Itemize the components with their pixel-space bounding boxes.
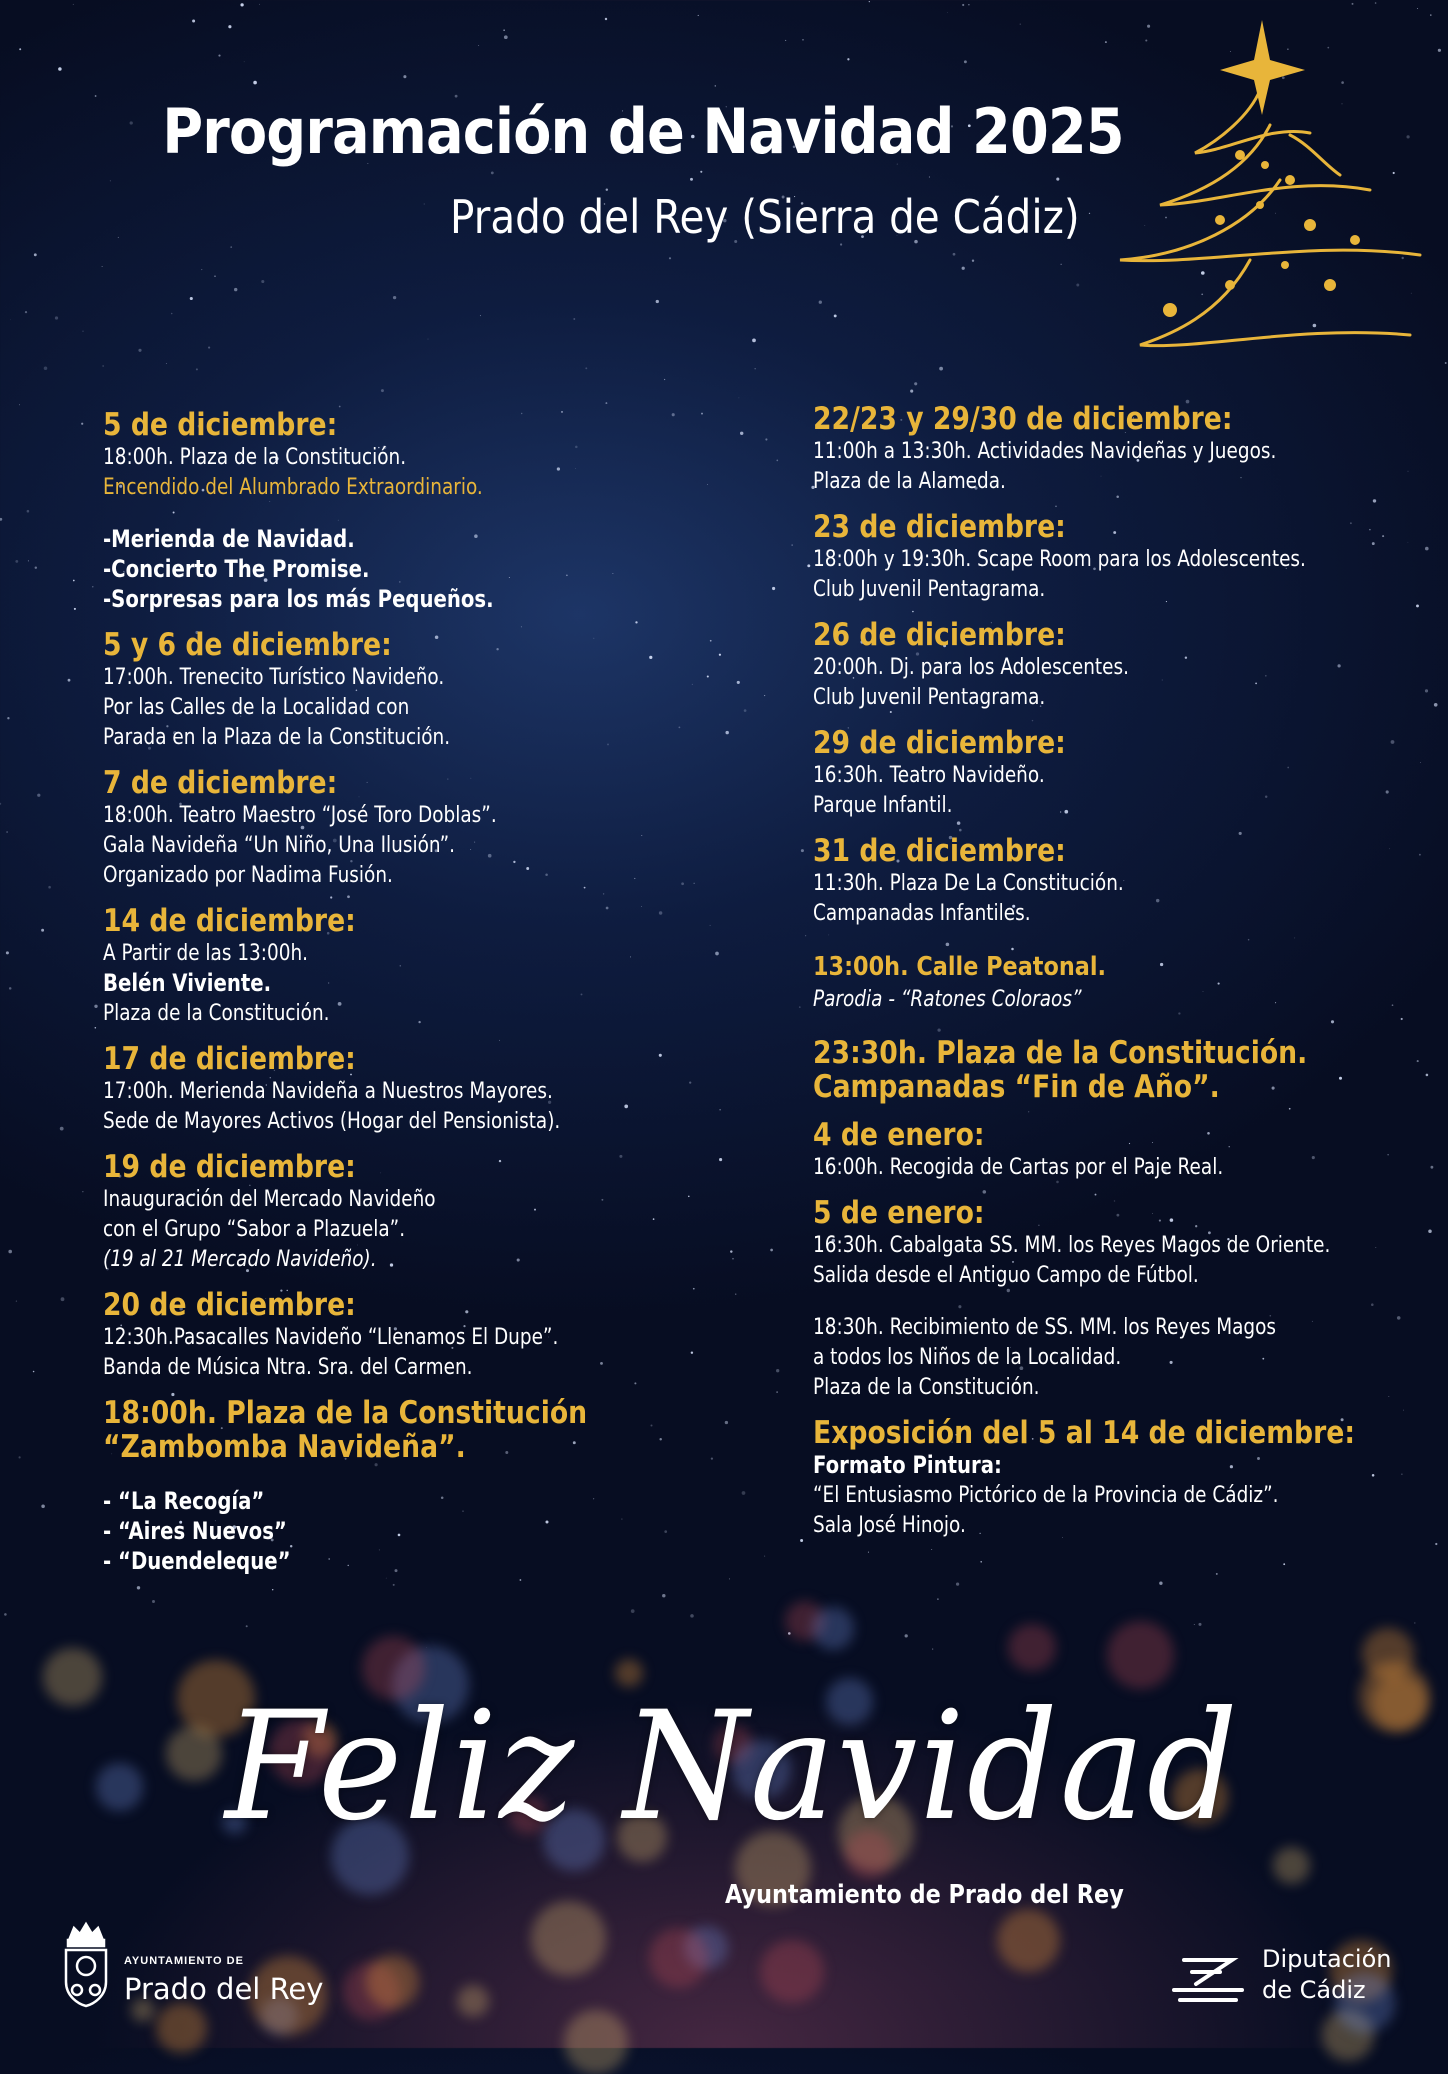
star — [34, 253, 37, 256]
star — [1076, 284, 1079, 287]
star — [118, 237, 119, 238]
star — [905, 1634, 908, 1637]
program-event — [813, 1196, 1433, 1402]
event-detail-line: 17:00h. Merienda Navideña a Nuestros Mayores. — [103, 1078, 553, 1104]
star — [631, 1609, 635, 1613]
event-detail-line: Club Juvenil Pentagrama. — [813, 684, 1046, 710]
star — [953, 253, 956, 256]
star — [480, 315, 481, 316]
municipal-crest-icon — [60, 1920, 112, 2010]
star — [1445, 362, 1447, 364]
star — [261, 280, 264, 283]
star — [910, 390, 913, 393]
star — [102, 266, 103, 267]
star — [491, 172, 494, 175]
star — [801, 849, 804, 852]
star — [6, 951, 9, 954]
event-detail-line: con el Grupo “Sabor a Plazuela”. — [103, 1216, 406, 1242]
star — [381, 389, 384, 392]
star — [792, 545, 793, 546]
event-detail-line: - “La Recogía” — [103, 1487, 265, 1515]
event-date-heading: 29 de diciembre: — [813, 725, 1066, 761]
star — [1216, 1573, 1218, 1575]
event-detail-line: Plaza de la Constitución. — [813, 1374, 1040, 1400]
star — [73, 580, 75, 582]
event-detail-line: Por las Calles de la Localidad con — [103, 694, 410, 720]
star — [218, 55, 220, 57]
star — [234, 288, 237, 291]
event-detail-line: Belén Viviente. — [103, 969, 272, 997]
star — [1056, 178, 1059, 181]
program-event — [103, 766, 723, 890]
program-event — [103, 1042, 723, 1136]
signature: Ayuntamiento de Prado del Rey — [725, 1880, 1124, 1910]
star — [770, 1249, 773, 1252]
star — [715, 85, 717, 87]
event-date-heading: 14 de diciembre: — [103, 903, 356, 939]
event-detail-line: Parada en la Plaza de la Constitución. — [103, 724, 451, 750]
event-detail-line: Formato Pintura: — [813, 1451, 1002, 1479]
star — [962, 267, 965, 270]
ayuntamiento-logo — [60, 1920, 360, 2010]
bokeh-light — [457, 1985, 489, 2017]
star — [939, 367, 943, 371]
star — [1438, 49, 1441, 52]
star — [947, 12, 948, 13]
star — [19, 48, 21, 50]
bokeh-light — [96, 1763, 144, 1811]
bokeh-light — [564, 2010, 628, 2074]
star — [656, 300, 659, 303]
diputacion-logo — [1170, 1944, 1410, 2014]
star — [55, 316, 58, 319]
star — [19, 1456, 21, 1458]
star — [478, 45, 479, 46]
event-detail-line: 13:00h. Calle Peatonal. — [813, 952, 1107, 982]
star — [19, 404, 20, 405]
star — [740, 432, 743, 435]
program-event — [103, 628, 723, 752]
star — [94, 1005, 97, 1008]
star — [103, 365, 104, 366]
star — [9, 987, 12, 990]
program-event — [813, 1416, 1433, 1540]
star — [74, 608, 76, 610]
star — [785, 40, 786, 41]
logo-left-name: Prado del Rey — [124, 1972, 324, 2006]
star — [68, 679, 71, 682]
program-event — [813, 1118, 1433, 1182]
star — [166, 363, 167, 364]
star — [972, 260, 974, 262]
star — [1434, 703, 1438, 707]
star — [1061, 264, 1062, 265]
spacer — [103, 1464, 723, 1486]
star — [725, 1421, 728, 1424]
star — [869, 1, 870, 2]
event-date-heading: 18:00h. Plaza de la Constitución — [103, 1395, 588, 1431]
event-detail-line: 18:30h. Recibimiento de SS. MM. los Reyes Magos — [813, 1314, 1277, 1340]
spacer — [813, 1290, 1433, 1312]
event-detail-line: 18:00h. Plaza de la Constitución. — [103, 444, 407, 470]
star — [240, 3, 243, 6]
event-date-heading: 7 de diciembre: — [103, 765, 338, 801]
right-program-column — [813, 402, 1433, 1554]
star — [732, 1258, 734, 1260]
event-detail-line: Encendido del Alumbrado Extraordinario. — [103, 474, 483, 500]
event-date-heading: 5 y 6 de diciembre: — [103, 627, 392, 663]
program-event — [103, 1288, 723, 1382]
star — [1414, 1622, 1415, 1623]
bokeh-light — [43, 1648, 101, 1706]
star — [8, 1250, 12, 1254]
star — [700, 171, 702, 173]
event-detail-line: 11:30h. Plaza De La Constitución. — [813, 870, 1124, 896]
bokeh-light — [531, 1901, 606, 1976]
star — [962, 4, 964, 6]
bokeh-light — [812, 1607, 854, 1649]
event-detail-line: 16:30h. Cabalgata SS. MM. los Reyes Magos de Oriente. — [813, 1232, 1331, 1258]
star — [28, 560, 29, 561]
event-detail-line: -Sorpresas para los más Pequeños. — [103, 585, 494, 613]
event-date-heading: 4 de enero: — [813, 1117, 985, 1153]
event-detail-line: 16:30h. Teatro Navideño. — [813, 762, 1045, 788]
star — [605, 402, 607, 404]
star — [690, 178, 693, 181]
star — [847, 58, 849, 60]
program-event — [813, 726, 1433, 820]
event-detail-line: 20:00h. Dj. para los Adolescentes. — [813, 654, 1129, 680]
bokeh-light — [1107, 1621, 1174, 1688]
star — [802, 39, 804, 41]
star — [698, 15, 699, 16]
star — [95, 1027, 97, 1029]
event-detail-line: Club Juvenil Pentagrama. — [813, 576, 1046, 602]
event-detail-line: Parodia - “Ratones Coloraos” — [813, 986, 1082, 1012]
event-detail-line: Campanadas “Fin de Año”. — [813, 1069, 1220, 1105]
star — [244, 61, 245, 62]
event-detail-line: Inauguración del Mercado Navideño — [103, 1186, 436, 1212]
star — [737, 681, 740, 684]
event-detail-line: a todos los Niños de la Localidad. — [813, 1344, 1122, 1370]
star — [424, 204, 425, 205]
star — [1283, 1563, 1285, 1565]
event-detail-line: Gala Navideña “Un Niño, Una Ilusión”. — [103, 832, 456, 858]
star — [765, 438, 767, 440]
feliz-navidad-greeting: Feliz Navidad — [225, 1680, 1240, 1854]
star — [1430, 14, 1431, 15]
event-detail-line: - “Aires Nuevos” — [103, 1517, 287, 1545]
star — [7, 717, 9, 719]
star — [1352, 3, 1354, 5]
christmas-tree-icon — [1100, 15, 1430, 365]
star — [764, 695, 765, 696]
star — [1417, 8, 1418, 9]
star — [1159, 1582, 1162, 1585]
star — [662, 1594, 665, 1597]
star — [752, 339, 756, 343]
left-program-column — [103, 408, 723, 1590]
program-event — [103, 408, 723, 614]
event-detail-line: 16:00h. Recogida de Cartas por el Paje Real. — [813, 1154, 1224, 1180]
star — [253, 81, 257, 85]
event-detail-line: -Merienda de Navidad. — [103, 525, 355, 553]
spacer — [813, 1014, 1433, 1036]
event-date-heading: Exposición del 5 al 14 de diciembre: — [813, 1415, 1355, 1451]
star — [138, 349, 141, 352]
star — [968, 4, 969, 5]
star — [152, 1600, 155, 1603]
event-detail-line: Salida desde el Antiguo Campo de Fútbol. — [813, 1262, 1199, 1288]
diputacion-logo-icon — [1170, 1950, 1246, 2006]
star — [725, 731, 728, 734]
star — [605, 18, 607, 20]
event-detail-line: Campanadas Infantiles. — [813, 900, 1031, 926]
star — [259, 4, 260, 5]
star — [60, 1127, 64, 1131]
logo-right-line1: Diputación — [1262, 1945, 1392, 1973]
star — [807, 564, 810, 567]
spacer — [813, 928, 1433, 950]
star — [980, 1561, 982, 1563]
star — [1194, 1624, 1195, 1625]
star — [246, 1625, 248, 1627]
star — [196, 368, 198, 370]
event-detail-line: Plaza de la Constitución. — [103, 1000, 330, 1026]
star — [82, 331, 83, 332]
star — [776, 1391, 777, 1392]
star — [504, 35, 508, 39]
event-detail-line: 11:00h a 13:30h. Actividades Navideñas y Juegos. — [813, 438, 1277, 464]
star — [735, 1294, 736, 1295]
star — [41, 929, 44, 932]
star — [81, 423, 83, 425]
star — [805, 935, 806, 936]
event-date-heading: 19 de diciembre: — [103, 1149, 356, 1185]
star — [799, 1006, 801, 1008]
star — [92, 586, 93, 587]
bokeh-light — [997, 1909, 1060, 1972]
event-detail-line: Parque Infantil. — [813, 792, 953, 818]
program-event — [103, 1150, 723, 1274]
program-event — [103, 1396, 723, 1576]
bokeh-light — [1273, 1847, 1310, 1884]
event-detail-line: 23:30h. Plaza de la Constitución. — [813, 1035, 1308, 1071]
event-detail-line: Organizado por Nadima Fusión. — [103, 862, 393, 888]
event-detail-line: Banda de Música Ntra. Sra. del Carmen. — [103, 1354, 473, 1380]
star — [10, 319, 11, 320]
program-event — [813, 834, 1433, 1104]
star — [82, 1191, 83, 1192]
logo-right-line2: de Cádiz — [1262, 1976, 1366, 2004]
star — [800, 1539, 803, 1542]
star — [48, 886, 51, 889]
star — [819, 301, 822, 304]
bokeh-light — [166, 1726, 221, 1781]
star — [192, 20, 195, 23]
star — [690, 1614, 694, 1618]
event-date-heading: 31 de diciembre: — [813, 833, 1066, 869]
event-detail-line: 17:00h. Trenecito Turístico Navideño. — [103, 664, 445, 690]
star — [214, 275, 215, 276]
star — [929, 176, 930, 177]
star — [393, 296, 396, 299]
star — [171, 313, 173, 315]
star — [1020, 24, 1021, 25]
bokeh-light — [649, 1928, 709, 1988]
star — [190, 297, 193, 300]
star — [0, 518, 2, 521]
event-date-heading: 17 de diciembre: — [103, 1041, 356, 1077]
star — [776, 1369, 779, 1372]
event-detail-line: -Concierto The Promise. — [103, 555, 370, 583]
event-date-heading: 5 de enero: — [813, 1195, 985, 1231]
star — [428, 339, 429, 340]
star — [73, 4, 74, 5]
star — [403, 75, 406, 78]
star — [585, 367, 587, 369]
star — [730, 1250, 732, 1252]
star — [1435, 1543, 1437, 1545]
star — [937, 1598, 939, 1600]
bokeh-light — [1008, 1624, 1055, 1671]
star — [230, 246, 232, 248]
star — [1198, 1623, 1201, 1626]
event-date-heading: 20 de diciembre: — [103, 1287, 356, 1323]
program-event — [813, 618, 1433, 712]
program-event — [813, 510, 1433, 604]
star — [44, 366, 48, 370]
event-detail-line: Sede de Mayores Activos (Hogar del Pensionista). — [103, 1108, 561, 1134]
star — [956, 1582, 959, 1585]
star — [742, 1491, 746, 1495]
star — [208, 347, 210, 349]
star — [25, 311, 27, 313]
star — [6, 831, 8, 833]
star — [110, 180, 111, 181]
star — [776, 460, 778, 462]
event-detail-line: 12:30h.Pasacalles Navideño “Llenamos El Dupe”. — [103, 1324, 559, 1350]
star — [739, 398, 740, 399]
star — [15, 560, 18, 563]
star — [27, 510, 30, 513]
star — [16, 1300, 17, 1301]
star — [37, 794, 40, 797]
star — [669, 257, 671, 259]
event-date-heading: 22/23 y 29/30 de diciembre: — [813, 401, 1233, 437]
bokeh-light — [1359, 1661, 1431, 1733]
bokeh-light — [366, 1955, 419, 2008]
star — [503, 29, 504, 30]
event-date-heading: 26 de diciembre: — [813, 617, 1066, 653]
star — [35, 566, 37, 568]
star — [932, 1649, 933, 1650]
event-detail-line: - “Duendeleque” — [103, 1547, 291, 1575]
program-event — [103, 904, 723, 1028]
star — [755, 368, 756, 369]
star — [33, 1371, 35, 1373]
star — [664, 379, 665, 380]
star — [914, 382, 917, 385]
star — [228, 25, 231, 28]
star — [201, 269, 202, 270]
event-detail-line: (19 al 21 Mercado Navideño). — [103, 1246, 377, 1272]
event-detail-line: 18:00h. Teatro Maestro “José Toro Doblas”. — [103, 802, 497, 828]
event-detail-line: A Partir de las 13:00h. — [103, 940, 309, 966]
star — [61, 1297, 65, 1301]
event-date-heading: 5 de diciembre: — [103, 407, 338, 443]
star — [834, 314, 837, 317]
star — [4, 1613, 7, 1616]
star — [729, 1578, 730, 1579]
event-detail-line: “El Entusiasmo Pictórico de la Provincia de Cádiz”. — [813, 1482, 1279, 1508]
event-detail-line: Sala José Hinojo. — [813, 1512, 966, 1538]
event-detail-line: “Zambomba Navideña”. — [103, 1429, 466, 1465]
star — [41, 1505, 45, 1509]
logo-left-small: AYUNTAMIENTO DE — [124, 1955, 244, 1967]
star — [764, 1556, 765, 1557]
spacer — [103, 502, 723, 524]
star — [1089, 213, 1090, 214]
program-event — [813, 402, 1433, 496]
page-subtitle: Prado del Rey (Sierra de Cádiz) — [450, 190, 1080, 244]
star — [58, 67, 62, 71]
event-date-heading: 23 de diciembre: — [813, 509, 1066, 545]
star — [0, 803, 1, 805]
star — [744, 709, 747, 712]
page-title: Programación de Navidad 2025 — [162, 95, 1124, 168]
event-detail-line: Plaza de la Alameda. — [813, 468, 1006, 494]
star — [964, 60, 967, 63]
event-detail-line: 18:00h y 19:30h. Scape Room para los Adolescentes. — [813, 546, 1306, 572]
star — [1375, 2, 1377, 4]
star — [573, 318, 575, 320]
star — [772, 587, 775, 590]
bokeh-light — [760, 1940, 823, 2003]
